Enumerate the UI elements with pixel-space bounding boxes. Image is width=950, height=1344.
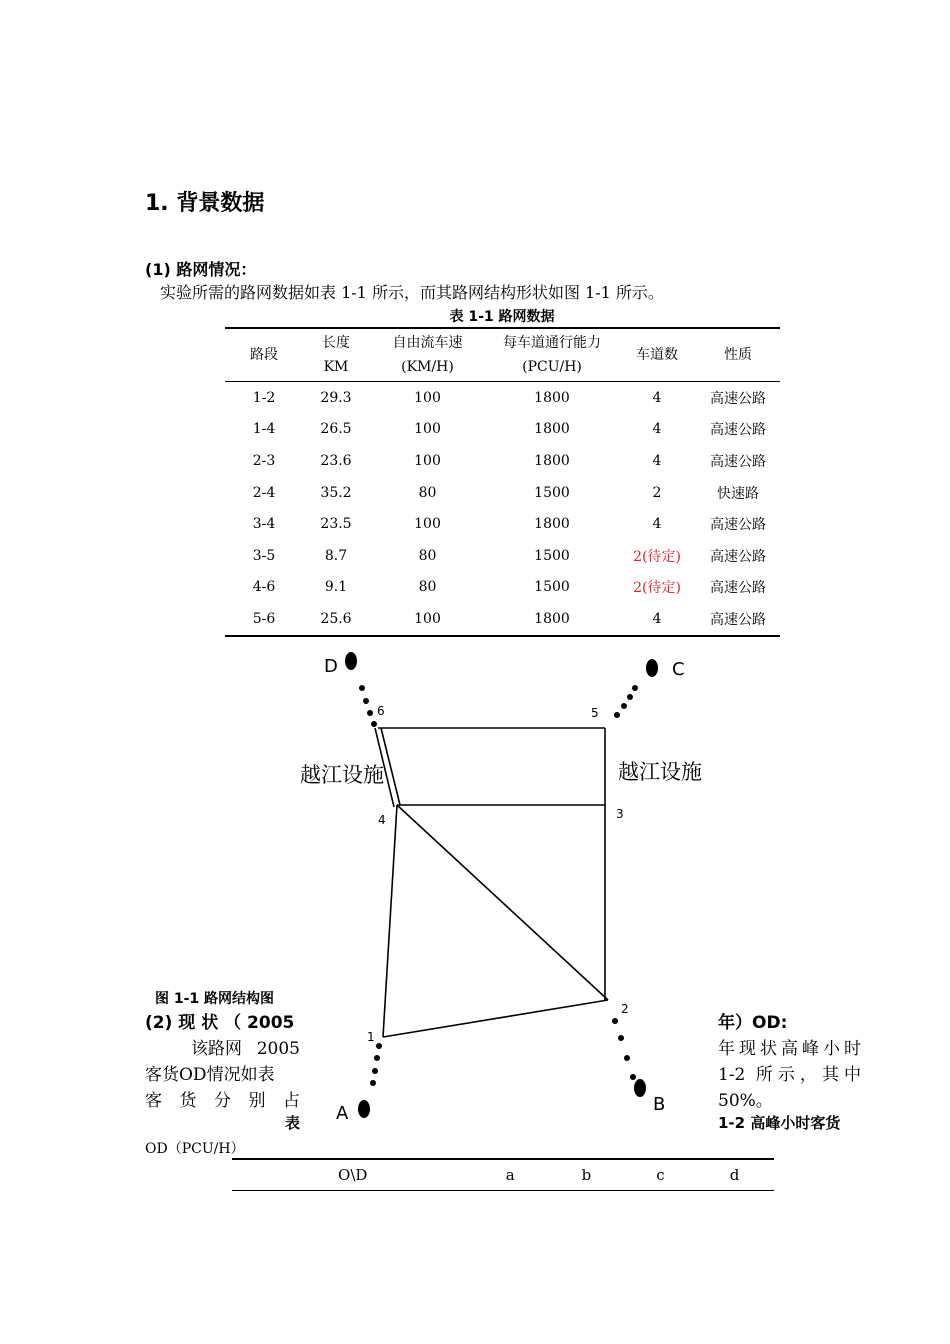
node-C-label: C bbox=[672, 659, 685, 680]
road-network-diagram bbox=[290, 645, 710, 1125]
od-text-line-3: 客 货 分 别 占 bbox=[145, 1091, 300, 1111]
cell-length: 23.6 bbox=[320, 452, 352, 469]
subsection-title-road-network: (1) 路网情况： bbox=[145, 260, 257, 279]
cell-type: 高速公路 bbox=[710, 422, 766, 439]
od-text-line-1: 该路网 2005 bbox=[191, 1039, 300, 1059]
cell-segment: 4-6 bbox=[252, 579, 276, 596]
table-row bbox=[225, 382, 780, 414]
cell-lanes: 4 bbox=[652, 389, 662, 406]
cell-length: 9.1 bbox=[324, 579, 348, 596]
cell-speed: 80 bbox=[418, 547, 437, 564]
figure-caption: 图 1-1 路网结构图 bbox=[155, 991, 275, 1007]
cell-type: 高速公路 bbox=[710, 580, 766, 597]
od-text-right-column bbox=[718, 1010, 861, 1114]
header-lanes: 车道数 bbox=[636, 347, 678, 363]
node-4-label: 4 bbox=[378, 813, 386, 827]
node-D-label: D bbox=[324, 656, 338, 677]
header-road-type: 性质 bbox=[724, 347, 752, 363]
cell-speed: 100 bbox=[414, 610, 441, 627]
cell-lanes: 4 bbox=[652, 516, 662, 533]
cell-speed: 100 bbox=[414, 516, 441, 533]
cell-lanes: 2(待定) bbox=[633, 580, 681, 597]
table-row bbox=[225, 540, 780, 572]
cell-speed: 100 bbox=[414, 421, 441, 438]
table-row bbox=[225, 572, 780, 604]
cell-segment: 2-3 bbox=[252, 452, 276, 469]
cell-length: 29.3 bbox=[320, 389, 352, 406]
od-table-caption-left: 表 bbox=[284, 1114, 300, 1132]
cell-capacity: 1500 bbox=[534, 484, 570, 501]
cell-lanes: 4 bbox=[652, 452, 662, 469]
cell-length: 35.2 bbox=[320, 484, 352, 501]
od-text-left-column bbox=[145, 1010, 300, 1114]
node-A-label: A bbox=[336, 1103, 349, 1124]
cell-lanes: 2(待定) bbox=[633, 548, 681, 565]
node-3-label: 3 bbox=[616, 807, 624, 821]
cell-speed: 100 bbox=[414, 389, 441, 406]
cell-capacity: 1500 bbox=[534, 547, 570, 564]
od-text-line-2: 客货OD情况如表 bbox=[145, 1065, 275, 1085]
cell-capacity: 1800 bbox=[534, 610, 570, 627]
cell-lanes: 2 bbox=[652, 484, 662, 501]
od-table bbox=[232, 1158, 774, 1191]
cell-capacity: 1800 bbox=[534, 421, 570, 438]
od-header-c: c bbox=[656, 1166, 665, 1184]
od-header-a: a bbox=[505, 1166, 515, 1184]
cell-type: 高速公路 bbox=[710, 453, 766, 470]
od-section-title-continued: 年）OD: bbox=[718, 1013, 788, 1033]
od-text-right-line-2: 1-2 所示，其中 bbox=[718, 1065, 861, 1085]
cell-segment: 3-4 bbox=[252, 516, 276, 533]
cell-capacity: 1500 bbox=[534, 579, 570, 596]
cell-segment: 5-6 bbox=[252, 610, 276, 627]
table-row bbox=[225, 603, 780, 636]
cell-type: 高速公路 bbox=[710, 517, 766, 534]
cell-type: 高速公路 bbox=[710, 390, 766, 407]
od-text-right-line-3: 50%。 bbox=[718, 1091, 773, 1111]
river-crossing-left-label: 越江设施 bbox=[300, 763, 384, 787]
table-header-row bbox=[225, 328, 780, 382]
road-network-table bbox=[225, 327, 780, 637]
od-header-b: b bbox=[581, 1166, 592, 1184]
node-6-label: 6 bbox=[377, 704, 385, 718]
od-table-header-row bbox=[232, 1159, 774, 1191]
cell-lanes: 4 bbox=[652, 610, 662, 627]
cell-length: 8.7 bbox=[324, 547, 348, 564]
cell-lanes: 4 bbox=[652, 421, 662, 438]
table-caption: 表 1-1 路网数据 bbox=[449, 309, 555, 325]
node-B-label: B bbox=[653, 1094, 666, 1115]
node-1-label: 1 bbox=[367, 1030, 375, 1044]
section-heading: 1. 背景数据 bbox=[145, 191, 265, 216]
od-unit-label: OD（PCU/H） bbox=[145, 1141, 245, 1157]
cell-segment: 1-4 bbox=[252, 421, 276, 438]
table-row bbox=[225, 508, 780, 540]
cell-segment: 3-5 bbox=[252, 547, 276, 564]
node-2-label: 2 bbox=[621, 1002, 629, 1016]
header-segment: 路段 bbox=[250, 347, 278, 363]
cell-type: 高速公路 bbox=[710, 548, 766, 565]
cell-capacity: 1800 bbox=[534, 389, 570, 406]
header-length: 长度 KM bbox=[322, 335, 350, 375]
cell-segment: 2-4 bbox=[252, 484, 276, 501]
od-header-d: d bbox=[729, 1166, 740, 1184]
header-lane-capacity: 每车道通行能力 (PCU/H) bbox=[503, 335, 601, 375]
intro-paragraph: 实验所需的路网数据如表 1-1 所示，而其路网结构形状如图 1-1 所示。 bbox=[160, 283, 664, 302]
header-free-flow-speed: 自由流车速 (KM/H) bbox=[392, 335, 463, 375]
od-section-title: (2) 现 状 （ 2005 bbox=[145, 1013, 295, 1033]
table-row bbox=[225, 414, 780, 446]
cell-speed: 80 bbox=[418, 579, 437, 596]
table-row bbox=[225, 445, 780, 477]
cell-speed: 80 bbox=[418, 484, 437, 501]
cell-capacity: 1800 bbox=[534, 516, 570, 533]
cell-speed: 100 bbox=[414, 452, 441, 469]
od-table-caption-right: 1-2 高峰小时客货 bbox=[718, 1114, 841, 1132]
cell-length: 25.6 bbox=[320, 610, 352, 627]
cell-length: 23.5 bbox=[320, 516, 352, 533]
od-text-right-line-1: 年现状高峰小时 bbox=[718, 1039, 861, 1059]
cell-type: 快速路 bbox=[717, 485, 759, 502]
node-5-label: 5 bbox=[591, 706, 599, 720]
river-crossing-right-label: 越江设施 bbox=[618, 760, 702, 784]
cell-type: 高速公路 bbox=[710, 611, 766, 628]
cell-segment: 1-2 bbox=[252, 389, 276, 406]
table-row bbox=[225, 477, 780, 509]
cell-length: 26.5 bbox=[320, 421, 352, 438]
cell-capacity: 1800 bbox=[534, 452, 570, 469]
od-header-origin-destination: O\D bbox=[338, 1166, 368, 1184]
